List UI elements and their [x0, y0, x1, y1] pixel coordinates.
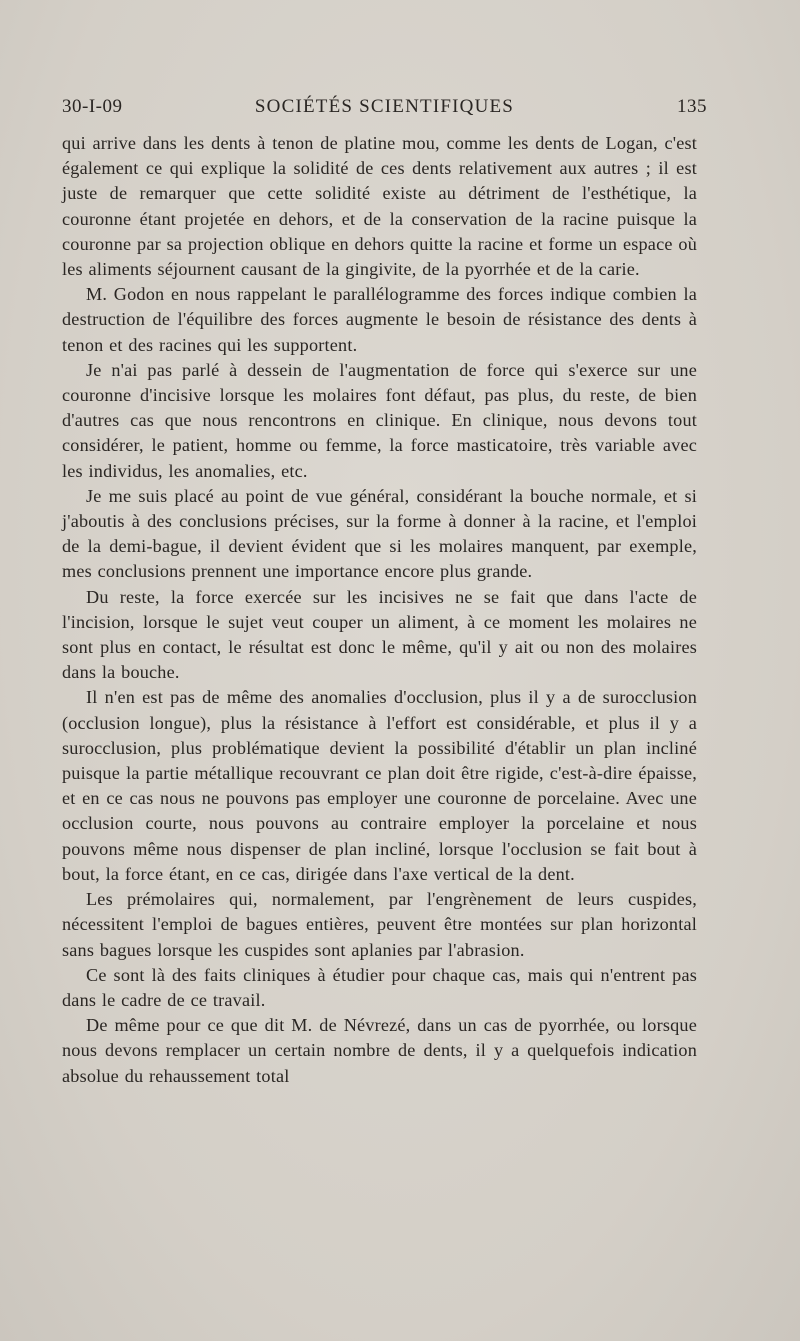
paragraph: Je me suis placé au point de vue général, considérant la bouche normale, et si j'aboutis à des conclusions précises, sur la forme à donner à la racine, et l'emploi de la demi-bague, il devient évident que si les molaires manquent, par exemple, mes conclusions prennent une importance encore plus grande. [62, 485, 697, 582]
paragraph: Ce sont là des faits cliniques à étudier pour chaque cas, mais qui n'entrent pas dans le cadre de ce travail. [62, 964, 697, 1010]
paragraph: Du reste, la force exercée sur les incisives ne se fait que dans l'acte de l'incision, lorsque le sujet veut couper un aliment, à ce moment les molaires ne sont plus en contact, le résultat est donc le même, qu'il y ait ou non des molaires dans la bouche. [62, 586, 697, 683]
paragraph: De même pour ce que dit M. de Névrezé, dans un cas de pyorrhée, ou lorsque nous devons remplacer un certain nombre de dents, il y a quelquefois indication absolue du rehaussement total [62, 1015, 697, 1086]
body-text [62, 131, 697, 1089]
paragraph: Les prémolaires qui, normalement, par l'engrènement de leurs cuspides, nécessitent l'emploi de bagues entières, peuvent être montées sur plan horizontal sans bagues lorsque les cuspides sont aplanies par l'abrasion. [62, 889, 697, 960]
page-number: 135 [677, 96, 707, 117]
header-title: SOCIÉTÉS SCIENTIFIQUES [254, 96, 515, 117]
paragraph: M. Godon en nous rappelant le parallélogramme des forces indique combien la destruction de l'équilibre des forces augmente le besoin de résistance des dents à tenon et des racines qui les supportent. [62, 284, 697, 355]
paragraph: Je n'ai pas parlé à dessein de l'augmentation de force qui s'exerce sur une couronne d'incisive lorsque les molaires font défaut, pas plus, du reste, de bien d'autres cas que nous rencontrons en clinique. En clinique, nous devons tout considérer, le patient, homme ou femme, la force masticatoire, très variable avec les individus, les anomalies, etc. [62, 359, 697, 481]
paragraph: Il n'en est pas de même des anomalies d'occlusion, plus il y a de surocclusion (occlusion longue), plus la résistance à l'effort est considérable, et plus il y a surocclusion, plus problématique devient la possibilité d'établir un plan incliné puisque la partie métallique recouvrant ce plan doit être rigide, c'est-à-dire épaisse, et en ce cas nous ne pouvons pas employer une couronne de porcelaine. Avec une occlusion courte, nous pouvons au contraire employer la porcelaine et nous pouvons même nous dispenser de plan incliné, lorsque l'occlusion se fait bout à bout, la force étant, en ce cas, dirigée dans l'axe vertical de la dent. [62, 687, 697, 884]
paragraph: qui arrive dans les dents à tenon de platine mou, comme les dents de Logan, c'est également ce qui explique la solidité de ces dents relativement aux autres ; il est juste de remarquer que cette solidité existe au détriment de l'esthétique, la couronne étant projetée en dehors, et de la conservation de la racine puisque la couronne par sa projection oblique en dehors quitte la racine et forme un espace où les aliments séjournent causant de la gingivite, de la pyorrhée et de la carie. [62, 133, 697, 280]
header-date: 30-I-09 [62, 96, 123, 117]
running-header [62, 96, 707, 126]
